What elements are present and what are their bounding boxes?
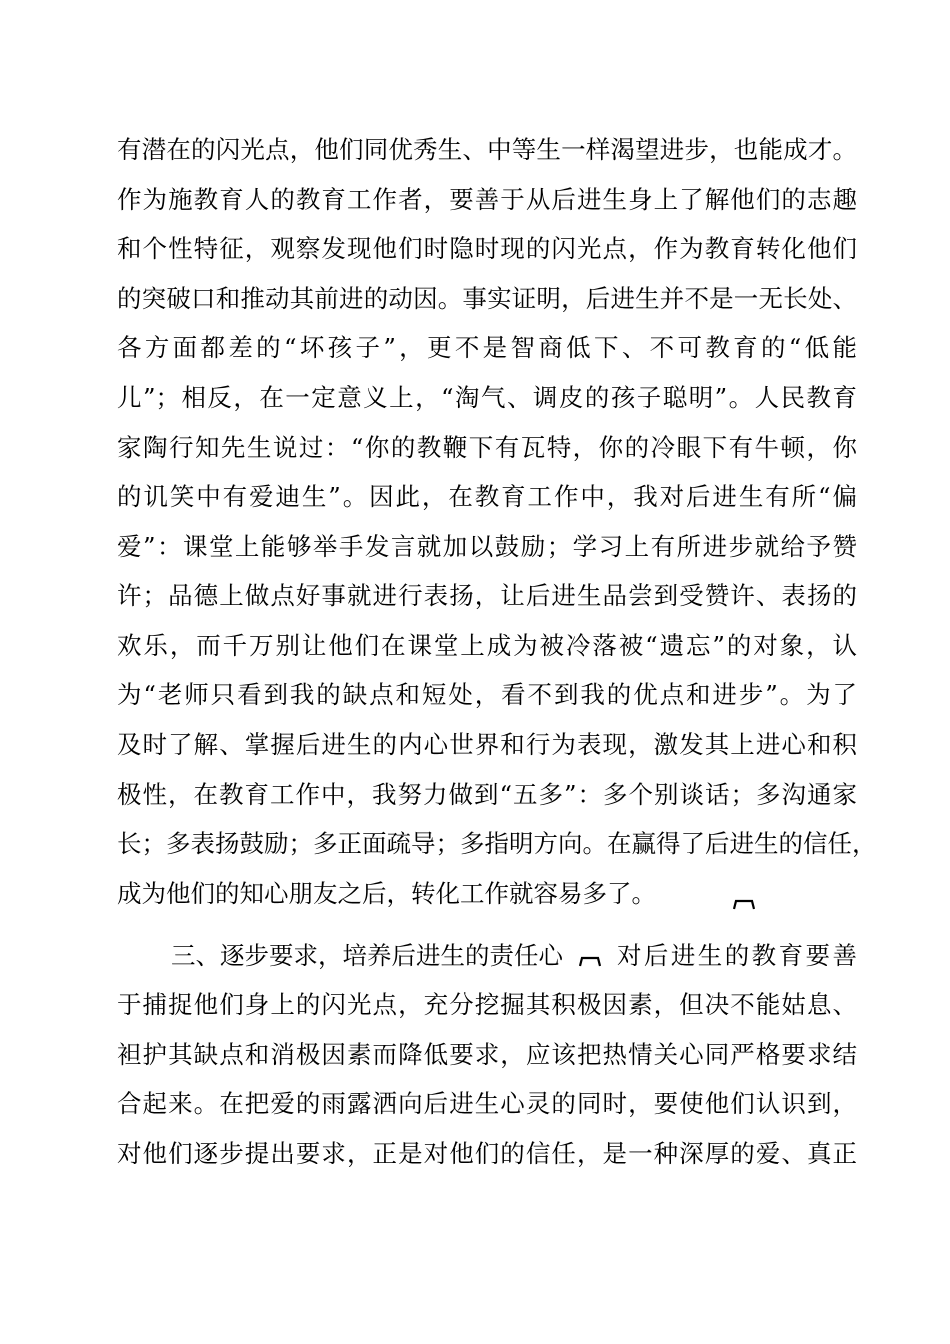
paragraph-line: 极性，在教育工作中，我努力做到“五多”：多个别谈话；多沟通家 xyxy=(117,780,857,809)
paragraph-line: 的突破口和推动其前进的动因。事实证明，后进生并不是一无长处、 xyxy=(117,284,857,313)
bracket-mark-icon xyxy=(733,898,755,910)
paragraph-line: 的讥笑中有爱迪生”。因此，在教育工作中，我对后进生有所“偏 xyxy=(117,482,857,511)
paragraph-line: 为“老师只看到我的缺点和短处，看不到我的优点和进步”。为了 xyxy=(117,680,857,709)
paragraph-line: 爱”：课堂上能够举手发言就加以鼓励；学习上有所进步就给予赞 xyxy=(117,532,857,561)
paragraph-line: 许；品德上做点好事就进行表扬，让后进生品尝到受赞许、表扬的 xyxy=(117,581,857,610)
paragraph-line: 有潜在的闪光点，他们同优秀生、中等生一样渴望进步，也能成才。 xyxy=(117,135,857,164)
paragraph-line: 欢乐，而千万别让他们在课堂上成为被冷落被“遗忘”的对象，认 xyxy=(117,631,857,660)
paragraph-line: 对他们逐步提出要求，正是对他们的信任，是一种深厚的爱、真正 xyxy=(117,1139,857,1168)
paragraph-line: 家陶行知先生说过：“你的教鞭下有瓦特，你的冷眼下有牛顿，你 xyxy=(117,433,857,462)
paragraph-line: 合起来。在把爱的雨露洒向后进生心灵的同时，要使他们认识到， xyxy=(117,1089,857,1118)
section-heading: 三、逐步要求，培养后进生的责任心 xyxy=(171,941,563,970)
paragraph-line: 对后进生的教育要善 xyxy=(617,941,857,970)
paragraph-line: 袒护其缺点和消极因素而降低要求，应该把热情关心同严格要求结 xyxy=(117,1040,857,1069)
paragraph-line: 和个性特征，观察发现他们时隐时现的闪光点，作为教育转化他们 xyxy=(117,234,857,263)
paragraph-line: 及时了解、掌握后进生的内心世界和行为表现，激发其上进心和积 xyxy=(117,730,857,759)
paragraph-line: 作为施教育人的教育工作者，要善于从后进生身上了解他们的志趣 xyxy=(117,185,857,214)
paragraph-line: 于捕捉他们身上的闪光点，充分挖掘其积极因素，但决不能姑息、 xyxy=(117,990,857,1019)
paragraph-line: 长；多表扬鼓励；多正面疏导；多指明方向。在赢得了后进生的信任， xyxy=(117,829,877,858)
paragraph-line: 儿”；相反，在一定意义上，“淘气、调皮的孩子聪明”。人民教育 xyxy=(117,383,857,412)
paragraph-line: 各方面都差的“坏孩子”，更不是智商低下、不可教育的“低能 xyxy=(117,333,857,362)
paragraph-line: 成为他们的知心朋友之后，转化工作就容易多了。 xyxy=(117,879,656,908)
bracket-mark-icon xyxy=(579,955,601,967)
